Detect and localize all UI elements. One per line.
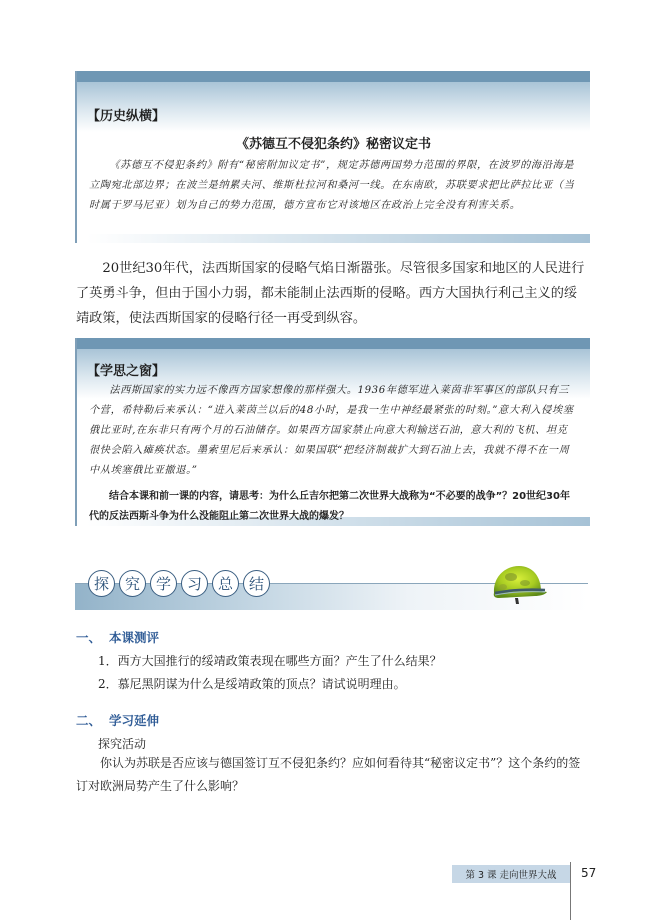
history-box (75, 71, 590, 243)
footer-divider (570, 862, 571, 920)
section1-item: 2．慕尼黑阴谋为什么是绥靖政策的顶点？请试说明理由。 (98, 677, 406, 691)
section1-heading (76, 628, 159, 646)
history-box-title: 《苏德互不侵犯条约》秘密议定书 (235, 137, 431, 152)
history-box-label: 【历史纵横】 (87, 109, 166, 124)
banner-char: 习 (181, 570, 208, 597)
history-box-paragraph: 《苏德互不侵犯条约》附有“秘密附加议定书”，规定苏德两国势力范围的界限，在波罗的海沿海是立陶宛北部边界；在波兰是纳累夫河、维斯杜拉河和桑河一线。在东南欧，苏联要求把比萨拉比亚（当时属于罗马尼亚）划为自己的势力范围，德方宣布它对该地区在政治上完全没有利害关系。 (89, 160, 575, 211)
section1-number: 一、 (76, 630, 102, 645)
section1-title: 本课测评 (109, 630, 160, 645)
activity-label: 探究活动 (98, 737, 147, 751)
banner-char: 探 (88, 570, 115, 597)
section2-number: 二、 (76, 713, 102, 728)
thinking-box-label: 【学思之窗】 (87, 364, 166, 379)
banner-char: 结 (243, 570, 270, 597)
lesson-tab: 第 3 课 走向世界大战 (452, 865, 570, 883)
banner-char: 究 (119, 570, 146, 597)
section2-heading (76, 711, 159, 729)
main-paragraph: 20世纪30年代，法西斯国家的侵略气焰日渐嚣张。尽管很多国家和地区的人民进行了英勇斗争，但由于国小力弱，都未能制止法西斯的侵略。西方大国执行利己主义的绥靖政策，使法西斯国家的侵略行径一再受到纵容。 (76, 261, 585, 326)
section1-item: 1．西方大国推行的绥靖政策表现在哪些方面？产生了什么结果？ (98, 654, 442, 668)
thinking-box (75, 338, 590, 526)
page-number: 57 (581, 866, 597, 880)
banner-title (88, 570, 274, 597)
box-top-bar (77, 338, 590, 349)
box-bottom-bar (87, 234, 590, 243)
section2-title: 学习延伸 (109, 713, 160, 728)
thinking-question: 结合本课和前一课的内容，请思考：为什么丘吉尔把第二次世界大战称为“不必要的战争”？20世纪30年代的反法西斯斗争为什么没能阻止第二次世界大战的爆发？ (89, 491, 570, 522)
thinking-box-paragraph: 法西斯国家的实力远不像西方国家想像的那样强大。1936年德军进入莱茵非军事区的部队只有三个营，希特勒后来承认：“进入莱茵兰以后的48小时，是我一生中神经最紧张的时刻。”意大利入侵埃塞俄比亚时,在东非只有两个月的石油储存。如果西方国家禁止向意大利输送石油，意大利的飞机、坦克很快会陷入瘫痪状态。墨索里尼后来承认：如果国联“把经济制裁扩大到石油上去，我就不得不在一周中从埃塞俄比亚撤退。” (89, 385, 574, 476)
box-top-bar (77, 71, 590, 82)
banner-char: 总 (212, 570, 239, 597)
banner-char: 学 (150, 570, 177, 597)
section2-paragraph: 你认为苏联是否应该与德国签订互不侵犯条约？应如何看待其“秘密议定书”？这个条约的签订对欧洲局势产生了什么影响？ (76, 756, 581, 793)
helmet-icon (489, 563, 549, 607)
